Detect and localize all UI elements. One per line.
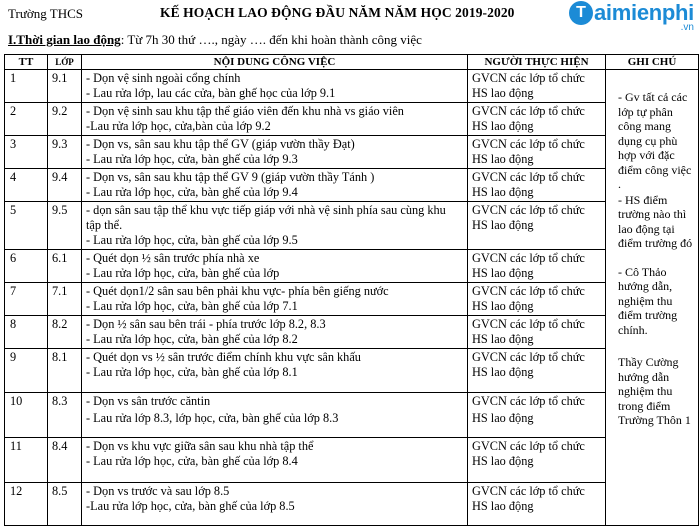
row-class: 7.1 [48, 283, 82, 316]
executor-line: HS lao động [472, 299, 534, 313]
row-class: 9.4 [48, 169, 82, 202]
task-line: - Lau rửa lớp, lau các cửa, bàn ghế học của lớp 9.1 [86, 86, 336, 100]
task-line: - Lau rửa lớp học, cửa, bàn ghế của lớp 9.5 [86, 233, 298, 247]
row-class: 9.3 [48, 136, 82, 169]
row-content [82, 316, 468, 349]
row-content [82, 136, 468, 169]
section-label: I.Thời gian lao động [8, 32, 121, 47]
executor-line: HS lao động [472, 185, 534, 199]
row-class: 9.2 [48, 103, 82, 136]
executor-line: GVCN các lớp tổ chức [472, 350, 585, 364]
task-line: - Lau rửa lớp học, cửa, bàn ghế của lớp 8.4 [86, 454, 298, 468]
executor-line: GVCN các lớp tổ chức [472, 284, 585, 298]
school-name: Trường THCS [8, 6, 83, 21]
task-line: -Lau rửa lớp học, cửa,bàn của lớp 9.2 [86, 119, 271, 133]
header-tt: TT [5, 55, 48, 70]
row-number: 6 [5, 250, 48, 283]
table-row [5, 438, 699, 483]
executor-line: HS lao động [472, 86, 534, 100]
executor-line: GVCN các lớp tổ chức [472, 104, 585, 118]
note-cell [606, 70, 699, 526]
executor-line: HS lao động [472, 332, 534, 346]
row-class: 8.1 [48, 349, 82, 393]
executor-line: GVCN các lớp tổ chức [472, 484, 585, 498]
task-line: - Quét dọn1/2 sân sau bên phải khu vực- phía bên giếng nước [86, 284, 389, 298]
executor-line: GVCN các lớp tổ chức [472, 137, 585, 151]
table-row [5, 169, 699, 202]
executor-line: HS lao động [472, 152, 534, 166]
table-row [5, 283, 699, 316]
executor-line: HS lao động [472, 499, 534, 513]
table-row [5, 349, 699, 393]
table-row [5, 316, 699, 349]
executor-line: GVCN các lớp tổ chức [472, 203, 585, 217]
row-class: 8.2 [48, 316, 82, 349]
note-paragraph: - Cô Thảo hướng dẫn, nghiệm thu điểm trường chính. [618, 264, 678, 337]
row-executor [468, 250, 606, 283]
section-heading [8, 32, 422, 48]
row-class: 8.4 [48, 438, 82, 483]
task-line: - Quét dọn vs ½ sân trước điểm chính khu vực sân khấu [86, 350, 361, 364]
header-content: NỘI DUNG CÔNG VIỆC [82, 55, 468, 70]
row-number: 4 [5, 169, 48, 202]
task-line: - Lau rửa lớp học, cửa, bàn ghế của lớp 8.2 [86, 332, 298, 346]
header-note: GHI CHÚ [606, 55, 699, 70]
section-text: : Từ 7h 30 thứ …., ngày …. đến khi hoàn thành công việc [120, 32, 422, 47]
row-number: 7 [5, 283, 48, 316]
task-line: - Lau rửa lớp học, cửa, bàn ghế của lớp [86, 266, 280, 280]
executor-line: GVCN các lớp tổ chức [472, 394, 585, 408]
row-content [82, 483, 468, 526]
table-row [5, 483, 699, 526]
row-executor [468, 483, 606, 526]
work-plan-table [4, 54, 699, 526]
row-number: 11 [5, 438, 48, 483]
site-logo[interactable] [569, 0, 694, 33]
row-class: 8.3 [48, 393, 82, 438]
row-class: 6.1 [48, 250, 82, 283]
task-line: - Lau rửa lớp 8.3, lớp học, cửa, bàn ghế của lớp 8.3 [86, 411, 339, 425]
header-class: LỚP [48, 55, 82, 70]
row-number: 2 [5, 103, 48, 136]
row-number: 1 [5, 70, 48, 103]
task-line: - Dọn vệ sinh ngoài cổng chính [86, 71, 241, 85]
row-executor [468, 349, 606, 393]
row-executor [468, 283, 606, 316]
note-paragraph: - HS điểm trường nào thì lao động tại điểm trường đó [618, 192, 693, 250]
table-row [5, 202, 699, 250]
row-executor [468, 169, 606, 202]
executor-line: GVCN các lớp tổ chức [472, 71, 585, 85]
task-line: - Dọn vs, sân sau khu tập thể GV 9 (giáp vườn thầy Tánh ) [86, 170, 375, 184]
row-class: 9.1 [48, 70, 82, 103]
row-content [82, 438, 468, 483]
executor-line: HS lao động [472, 365, 534, 379]
logo-suffix: .vn [680, 22, 694, 33]
row-content [82, 70, 468, 103]
row-class: 9.5 [48, 202, 82, 250]
task-line: - Lau rửa lớp học, cửa, bàn ghế của lớp 7.1 [86, 299, 298, 313]
task-line: - Lau rửa lớp học, cửa, bàn ghế của lớp 9.4 [86, 185, 298, 199]
table-row [5, 103, 699, 136]
row-content [82, 250, 468, 283]
table-header-row [5, 55, 699, 70]
row-executor [468, 70, 606, 103]
row-content [82, 169, 468, 202]
executor-line: HS lao động [472, 218, 534, 232]
row-number: 5 [5, 202, 48, 250]
row-executor [468, 316, 606, 349]
row-number: 10 [5, 393, 48, 438]
document-title: KẾ HOẠCH LAO ĐỘNG ĐẦU NĂM NĂM HỌC 2019-2020 [160, 5, 515, 20]
task-line: -Lau rửa lớp học, cửa, bàn ghế của lớp 8.5 [86, 499, 295, 513]
row-content [82, 283, 468, 316]
header-executor: NGƯỜI THỰC HIỆN [468, 55, 606, 70]
executor-line: GVCN các lớp tổ chức [472, 317, 585, 331]
executor-line: HS lao động [472, 119, 534, 133]
table-row [5, 70, 699, 103]
row-number: 12 [5, 483, 48, 526]
row-executor [468, 103, 606, 136]
task-line: - Dọn ½ sân sau bên trái - phía trước lớp 8.2, 8.3 [86, 317, 326, 331]
executor-line: HS lao động [472, 266, 534, 280]
task-line: - Dọn vs khu vực giữa sân sau khu nhà tập thể [86, 439, 314, 453]
row-executor [468, 438, 606, 483]
row-executor [468, 136, 606, 169]
task-line: - dọn sân sau tập thể khu vực tiếp giáp với nhà vệ sinh phía sau cùng khu tập thể. [86, 203, 446, 232]
task-line: - Dọn vệ sinh sau khu tập thể giáo viên đến khu nhà vs giáo viên [86, 104, 404, 118]
row-class: 8.5 [48, 483, 82, 526]
executor-line: HS lao động [472, 454, 534, 468]
row-content [82, 202, 468, 250]
row-executor [468, 202, 606, 250]
task-line: - Quét dọn ½ sân trước phía nhà xe [86, 251, 260, 265]
logo-icon: T [569, 1, 593, 25]
task-line: - Dọn vs, sân sau khu tập thể GV (giáp vườn thầy Đạt) [86, 137, 355, 151]
task-line: - Lau rửa lớp học, cửa, bàn ghế của lớp 8.1 [86, 365, 298, 379]
table-row [5, 250, 699, 283]
executor-line: HS lao động [472, 411, 534, 425]
executor-line: GVCN các lớp tổ chức [472, 439, 585, 453]
row-number: 3 [5, 136, 48, 169]
table-row [5, 136, 699, 169]
row-content [82, 349, 468, 393]
row-content [82, 393, 468, 438]
row-number: 9 [5, 349, 48, 393]
row-number: 8 [5, 316, 48, 349]
logo-text: aimienphi [594, 0, 694, 25]
note-paragraph: - Gv tất cả các lớp tự phân công mang dụng cụ phù hợp với đặc điểm công việc . [618, 90, 692, 191]
task-line: - Dọn vs sân trước căntin [86, 394, 211, 408]
row-executor [468, 393, 606, 438]
task-line: - Dọn vs trước và sau lớp 8.5 [86, 484, 230, 498]
executor-line: GVCN các lớp tổ chức [472, 170, 585, 184]
note-paragraph: Thầy Cường hướng dẫn nghiệm thu trong điểm Trường Thôn 1 [618, 355, 691, 427]
executor-line: GVCN các lớp tổ chức [472, 251, 585, 265]
task-line: - Lau rửa lớp học, cửa, bàn ghế của lớp 9.3 [86, 152, 298, 166]
table-row [5, 393, 699, 438]
row-content [82, 103, 468, 136]
